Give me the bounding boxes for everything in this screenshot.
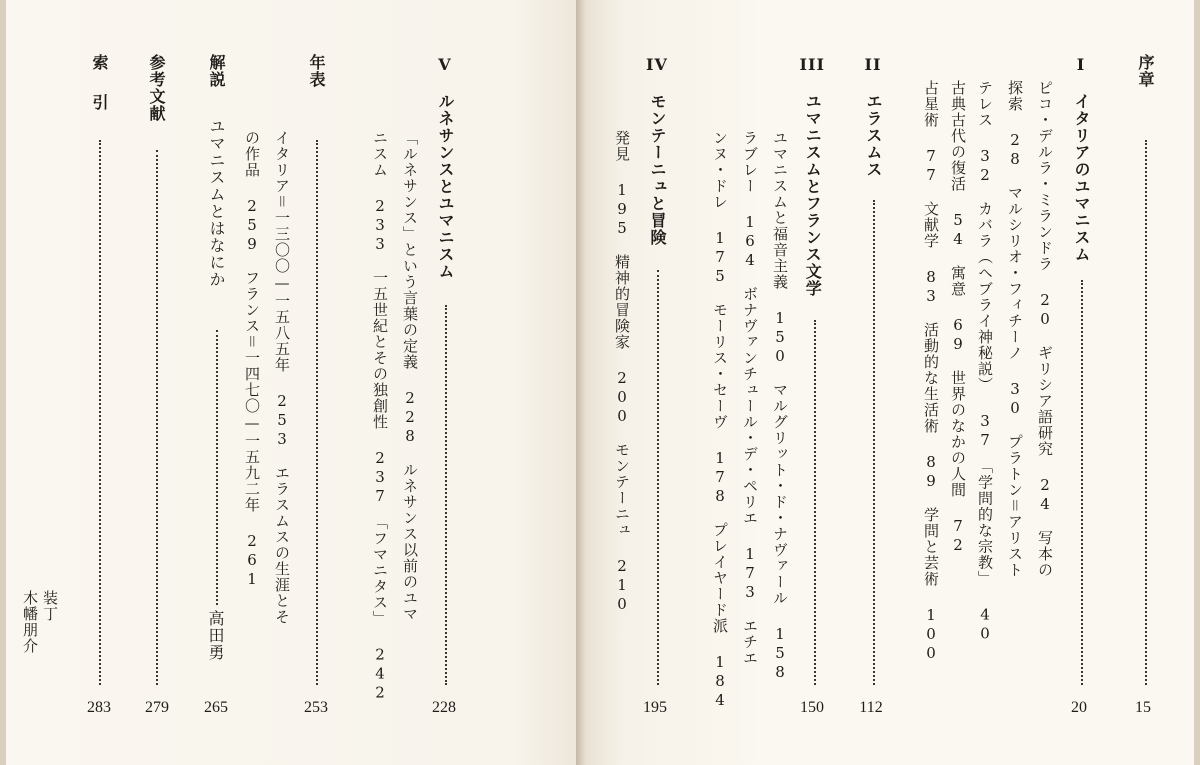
chapter-title: モンテーニュと冒険: [648, 93, 667, 246]
toc-subentries: 占星術 77 文献学 83 活動的な生活術 89 学問と芸術 100: [922, 80, 940, 663]
binding-designer: 木幡朋介: [21, 590, 39, 654]
toc-entry-title: 年表: [307, 54, 326, 88]
chapter-title: ユマニスムとフランス文学: [803, 93, 823, 297]
toc-subentries: 発見 195 精神的冒険家 200 モンテーニュ 210: [613, 130, 631, 614]
chapter-numeral: III: [799, 55, 825, 74]
toc-entry-title: 参考文献: [147, 54, 166, 122]
commentary-heading: ユマニスムとはなにか: [207, 118, 226, 288]
chapter-title: ルネサンスとユマニスム: [436, 93, 455, 280]
page-number: 265: [204, 699, 228, 716]
toc-subentries: [175, 130, 195, 590]
page-number: 279: [145, 699, 169, 716]
chapter-title: エラスムス: [864, 93, 883, 178]
dot-leader: [1145, 140, 1147, 685]
toc-subentries: の作品 259 フランス＝一四七〇—一五九二年 261: [243, 130, 261, 589]
page-number: 228: [432, 699, 456, 716]
toc-subentries: 探索 28 マルシリオ・フィチーノ 30 プラトン＝アリスト: [1006, 80, 1024, 578]
toc-chapter-title: [646, 54, 668, 246]
dot-leader: [216, 330, 218, 605]
page-number: 195: [643, 699, 667, 716]
commentary-author: 高田勇: [206, 610, 225, 661]
binding-credit: [21, 590, 60, 654]
toc-chapter-title: [799, 54, 825, 297]
chapter-numeral: V: [438, 55, 452, 74]
chapter-numeral: I: [1076, 55, 1086, 74]
toc-subentries: 古典古代の復活 54 寓意 69 世界のなかの人間 72: [949, 80, 967, 555]
toc-subentries: 「ルネサンス」という言葉の定義 228 ルネサンス以前のユマ: [401, 130, 419, 622]
dot-leader: [873, 200, 875, 685]
chapter-numeral: II: [864, 55, 882, 74]
toc-subentries: ニスム 233 一五世紀とその独創性 237 「フマニタス」 242: [371, 130, 389, 703]
toc-chapter-title: [862, 54, 884, 178]
page-edge: [0, 0, 6, 765]
toc-entry-title: 索引: [90, 54, 109, 134]
page-number: 283: [87, 699, 111, 716]
chapter-title: イタリアのユマニスム: [1072, 93, 1091, 263]
dot-leader: [445, 305, 447, 685]
toc-subentries: ピコ・デルラ・ミランドラ 20 ギリシア語研究 24 写本の: [1036, 80, 1054, 578]
toc-subentries: テレス 32 カバラ（ヘブライ神秘説） 37 「学問的な宗教」 40: [976, 80, 994, 644]
dot-leader: [156, 150, 158, 685]
dot-leader: [99, 140, 101, 685]
binding-label: 装丁: [41, 590, 59, 622]
toc-subentries: ンヌ・ドレ 175 モーリス・セーヴ 178 プレイヤード派 184: [711, 130, 729, 710]
toc-subentries: イタリア＝一三〇〇—一五八五年 253 エラスムスの生涯とそ: [273, 130, 291, 625]
toc-chapter-title: [434, 54, 456, 280]
page-number: 253: [304, 699, 328, 716]
toc-subentries: ユマニスムと福音主義 150 マルグリット・ド・ナヴァール 158: [771, 130, 789, 682]
right-page: [584, 0, 1200, 765]
dot-leader: [657, 270, 659, 685]
toc-chapter-title: [1070, 54, 1092, 263]
dot-leader: [814, 320, 816, 685]
page-number: 15: [1135, 699, 1151, 716]
page-number: 20: [1071, 699, 1087, 716]
toc-entry-title: 序章: [1136, 54, 1155, 88]
page-number: 112: [859, 699, 883, 716]
dot-leader: [316, 140, 318, 685]
toc-subentries: ラブレー 164 ボナヴァンチュール・デ・ペリエ 173 エチエ: [741, 130, 759, 666]
page-edge: [1194, 0, 1200, 765]
page-number: 150: [800, 699, 824, 716]
chapter-numeral: IV: [646, 55, 668, 74]
toc-entry-title: 解説: [207, 54, 226, 88]
gutter-shadow: [576, 0, 586, 765]
dot-leader: [1081, 280, 1083, 685]
